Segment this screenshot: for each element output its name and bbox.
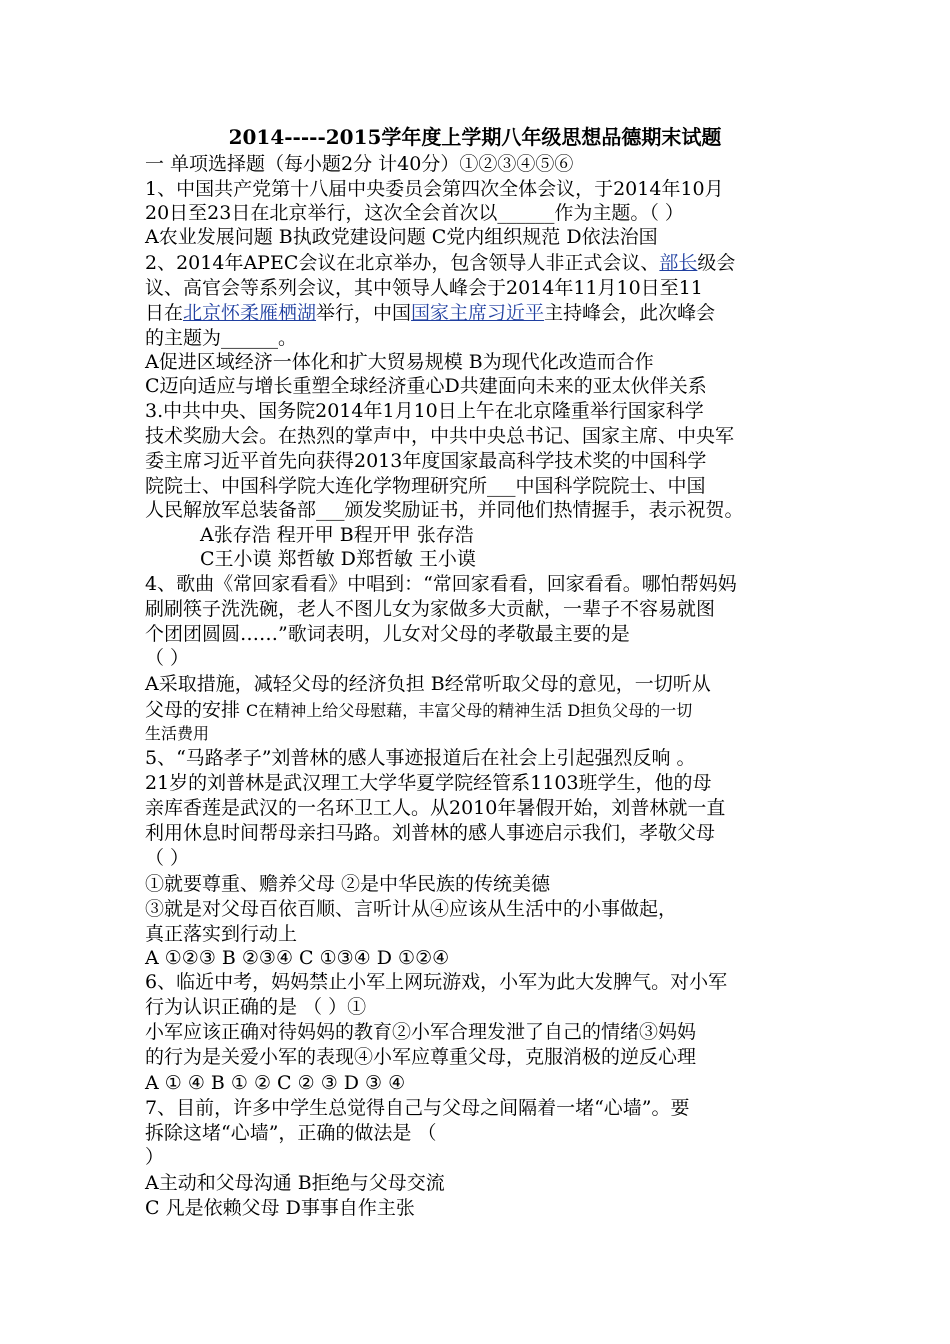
q4-line-5: A采取措施，减轻父母的经济负担 B经常听取父母的意见，一切听从 [145,673,711,695]
q4-text-small: C在精神上给父母慰藉，丰富父母的精神生活 D担负父母的一切 [246,701,693,720]
q2-text: 级会 [697,252,736,274]
q4-text: 父母的安排 [145,699,247,721]
q4-line-2: 刷刷筷子洗洗碗，老人不图儿女为家做多大贡献，一辈子不容易就图 [145,598,716,620]
q6-line-3: 小军应该正确对待妈妈的教育②小军合理发泄了自己的情绪③妈妈 [145,1021,697,1043]
q3-line-1: 3.中共中央、国务院2014年1月10日上午在北京隆重举行国家科学 [145,400,704,422]
q5-line-7: ③就是对父母百依百顺、言听计从④应该从生活中的小事做起， [145,898,678,920]
q3-options-cd: C王小谟 郑哲敏 D郑哲敏 王小谟 [200,548,476,570]
q6-line-2: 行为认识正确的是 （ ）① [145,996,367,1018]
q7-options-ab: A主动和父母沟通 B拒绝与父母交流 [145,1172,445,1194]
q1-options: A农业发展问题 B执政党建设问题 C党内组织规范 D依法治国 [145,226,658,248]
q2-line-2: 议、高官会等系列会议，其中领导人峰会于2014年11月10日至11 [145,277,703,299]
q2-line-3 [145,301,715,325]
q6-line-1: 6、临近中考，妈妈禁止小军上网玩游戏，小军为此大发脾气。对小军 [145,971,728,993]
q2-text: 举行，中国 [316,302,412,324]
link-president-xi[interactable]: 国家主席习近平 [411,302,545,324]
q5-line-3: 亲库香莲是武汉的一名环卫工人。从2010年暑假开始，刘普林就一直 [145,797,726,819]
q2-line-4: 的主题为______。 [145,327,298,349]
q6-line-4: 的行为是关爱小军的表现④小军应尊重父母，克服消极的逆反心理 [145,1046,697,1068]
q5-line-1: 5、“马路孝子”刘普林的感人事迹报道后在社会上引起强烈反响 。 [145,747,696,769]
q5-line-5: （ ） [145,847,190,869]
exam-title: 2014-----2015学年度上学期八年级思想品德期末试题 [228,125,722,149]
q1-line-1: 1、中国共产党第十八届中央委员会第四次全体会议，于2014年10月 [145,178,724,200]
q4-line-3: 个团团圆圆……”歌词表明，儿女对父母的孝敬最主要的是 [145,623,630,645]
q3-options-ab: A张存浩 程开甲 B程开甲 张存浩 [200,524,474,546]
q7-line-2: 拆除这堵“心墙”，正确的做法是 （ [145,1122,437,1144]
q3-line-4: 院院士、中国科学院大连化学物理研究所___中国科学院院士、中国 [145,475,706,497]
q4-line-6 [145,698,692,723]
link-buzhang[interactable]: 部长 [659,252,698,274]
q5-line-8: 真正落实到行动上 [145,923,298,945]
q2-options-cd: C迈向适应与增长重塑全球经济重心D共建面向未来的亚太伙伴关系 [145,375,707,397]
q7-line-3: ） [145,1146,165,1168]
q3-line-5: 人民解放军总装备部___颁发奖励证书，并同他们热情握手，表示祝贺。 [145,499,744,521]
q2-text: 2、2014年APEC会议在北京举办，包含领导人非正式会议、 [145,252,660,274]
q2-options-ab: A促进区域经济一体化和扩大贸易规模 B为现代化改造而合作 [145,351,654,373]
q5-options: A ①②③ B ②③④ C ①③④ D ①②④ [145,947,450,969]
link-yanqi-lake[interactable]: 北京怀柔雁栖湖 [183,302,317,324]
q3-line-2: 技术奖励大会。在热烈的掌声中，中共中央总书记、国家主席、中央军 [145,425,735,447]
q1-line-2: 20日至23日在北京举行，这次全会首次以______作为主题。（ ） [145,202,684,224]
section-heading: 一 单项选择题（每小题2分 计40分）①②③④⑤⑥ [145,153,574,175]
q2-text: 主持峰会，此次峰会 [544,302,716,324]
q2-line-1 [145,251,735,275]
q7-options-cd: C 凡是依赖父母 D事事自作主张 [145,1197,415,1219]
q4-line-1: 4、歌曲《常回家看看》中唱到：“常回家看看，回家看看。哪怕帮妈妈 [145,573,737,595]
q5-line-2: 21岁的刘普林是武汉理工大学华夏学院经管系1103班学生，他的母 [145,772,712,794]
q4-line-4: （ ） [145,647,190,669]
q6-options: A ① ④ B ① ② C ② ③ D ③ ④ [145,1072,406,1094]
q5-line-6: ①就要尊重、赡养父母 ②是中华民族的传统美德 [145,873,551,895]
q5-line-4: 利用休息时间帮母亲扫马路。刘普林的感人事迹启示我们，孝敬父母 [145,822,716,844]
q2-text: 日在 [145,302,184,324]
q4-line-7: 生活费用 [145,724,210,743]
q7-line-1: 7、目前，许多中学生总觉得自己与父母之间隔着一堵“心墙”。要 [145,1097,690,1119]
q3-line-3: 委主席习近平首先向获得2013年度国家最高科学技术奖的中国科学 [145,450,707,472]
